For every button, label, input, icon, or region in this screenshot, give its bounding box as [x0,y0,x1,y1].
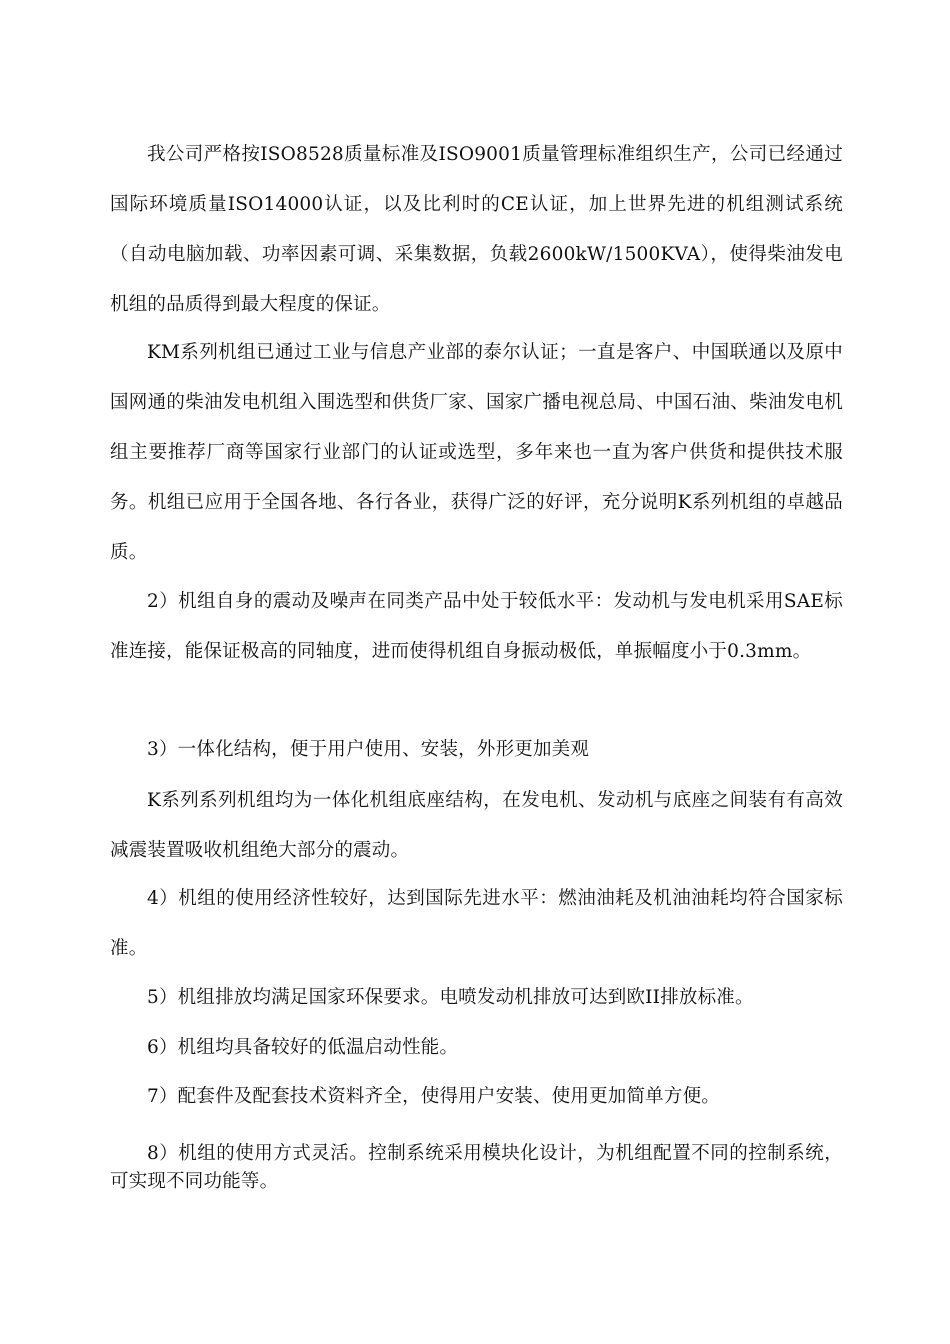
paragraph-certifications: KM系列机组已通过工业与信息产业部的泰尔认证；一直是客户、中国联通以及原中国网通的柴油发电机组入围选型和供货厂家、国家广播电视总局、中国石油、柴油发电机组主要推荐厂商等国家行业部门的认证或选型，多年来也一直为客户供货和提供技术服务。机组已应用于全国各地、各行各业，获得广泛的好评，充分说明K系列机组的卓越品质。 [110,342,843,563]
paragraph-accessories: 7）配套件及配套技术资料齐全，使得用户安装、使用更加简单方便。 [147,1086,720,1107]
paragraph-flexible-use: 8）机组的使用方式灵活。控制系统采用模块化设计，为机组配置不同的控制系统，可实现不同功能等。 [110,1143,843,1192]
paragraph-vibration-noise: 2）机组自身的震动及噪声在同类产品中处于较低水平：发动机与发电机采用SAE标准连接，能保证极高的同轴度，进而使得机组自身振动极低，单振幅度小于0.3mm。 [110,591,843,662]
paragraph-economy: 4）机组的使用经济性较好，达到国际先进水平：燃油油耗及机油油耗均符合国家标准。 [110,888,843,959]
paragraph-emissions: 5）机组排放均满足国家环保要求。电喷发动机排放可达到欧II排放标准。 [147,987,754,1008]
paragraph-quality-standards: 我公司严格按ISO8528质量标准及ISO9001质量管理标准组织生产，公司已经通过国际环境质量ISO14000认证，以及比利时的CE认证，加上世界先进的机组测试系统（自动电脑加载、功率因素可调、采集数据，负载2600kW/1500KVA），使得柴油发电机组的品质得到最大程度的保证。 [110,144,843,315]
paragraph-integrated-structure: 3）一体化结构，便于用户使用、安装，外形更加美观 [147,739,590,760]
paragraph-base-structure: K系列系列机组均为一体化机组底座结构，在发电机、发动机与底座之间装有有高效减震装置吸收机组绝大部分的震动。 [110,790,843,861]
paragraph-cold-start: 6）机组均具备较好的低温启动性能。 [147,1037,459,1058]
